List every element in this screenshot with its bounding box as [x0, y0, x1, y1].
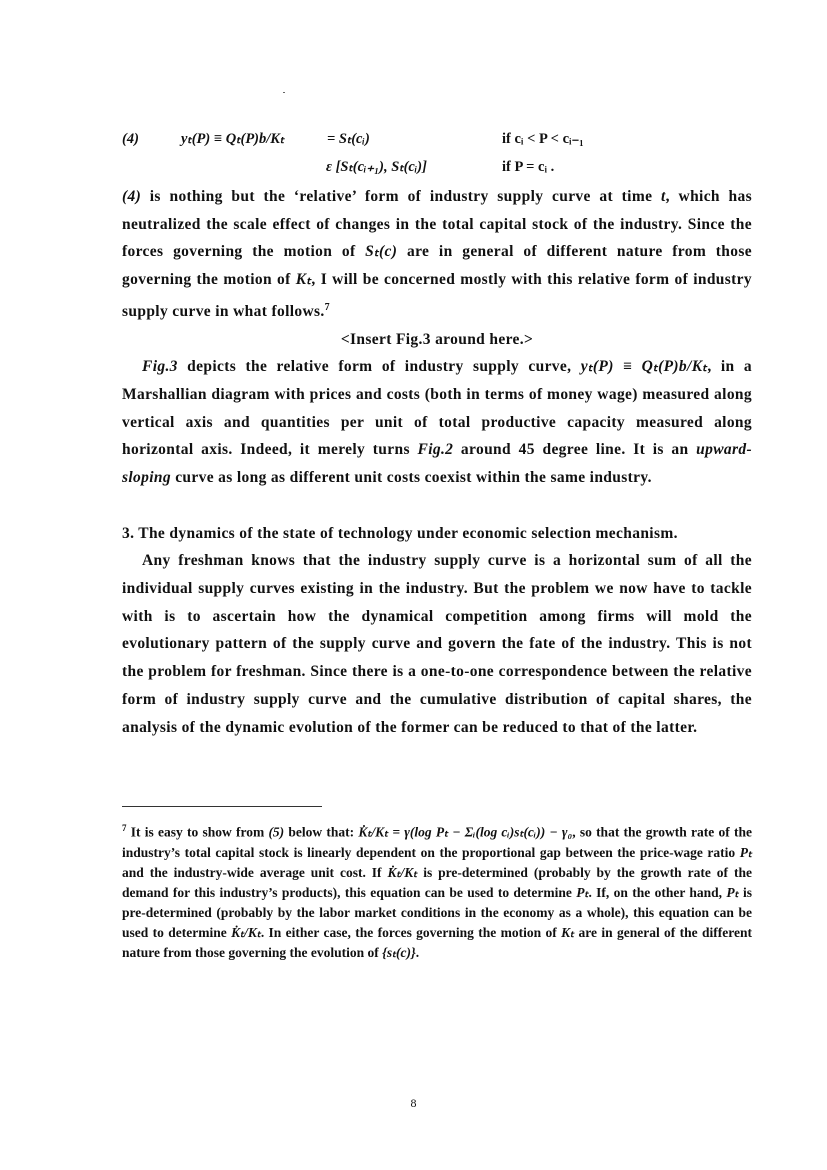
- paragraph-fig3: Fig.3 depicts the relative form of industry supply curve, yₜ(P) ≡ Qₜ(P)b/Kₜ, in a Marshallian diagram with prices and costs (both in terms of money wage) measured along vertical axis and quantities per unit of total productive capacity measured along horizontal axis. Indeed, it merely turns Fig.2 around 45 degree line. It is an upward-sloping curve as long as different unit costs coexist within the same industry.: [122, 358, 752, 487]
- footnote-rule: [122, 806, 322, 807]
- section-heading: 3. The dynamics of the state of technology under economic selection mechanism.: [122, 524, 678, 542]
- blank-line: [122, 492, 752, 520]
- equation-condition-case1: if cᵢ < P < cᵢ₋₁: [502, 131, 584, 147]
- main-text: [122, 183, 752, 741]
- equation-rhs-case2: ε [Sₜ(cᵢ₊₁), Sₜ(cᵢ)]: [326, 159, 427, 175]
- scan-speck: [283, 92, 285, 93]
- page-number: 8: [410, 1096, 417, 1110]
- equation-number: (4): [122, 131, 139, 147]
- fig2-ref: Fig.2: [417, 441, 454, 459]
- footnote-marker: 7: [324, 301, 330, 313]
- fig3-ref: Fig.3: [142, 358, 178, 376]
- footnote: $^7$ It is easy to show from (5) below that: K̇ₜ/Kₜ = γ(log Pₜ − Σᵢ(log cᵢ)sₜ(cᵢ)) − γ₀, so that the growth rate of the industry’s total capital stock is linearly dependent on the proportional gap between the price-wage ratio Pₜ and the industry-wide average unit cost. If K̇ₜ/Kₜ is pre-determined (probably by the growth rate of the demand for this industry’s products), this equation can be used to determine Pₜ. If, on the other hand, Pₜ is pre-determined (probably by the labor market conditions in the economy as a whole), this equation can be used to determine K̇ₜ/Kₜ. In either case, the forces governing the motion of Kₜ are in general of the different nature from those governing the evolution of {sₜ(c)}.: [122, 823, 752, 960]
- equation-lhs: yₜ(P) ≡ Qₜ(P)b/Kₜ: [181, 131, 285, 147]
- paragraph-relative-supply: (4) is nothing but the ‘relative’ form of industry supply curve at time t, which has neutralized the scale effect of changes in the total capital stock of the industry. Since the forces governing the motion of Sₜ(c) are in general of different nature from those governing the motion of Kₜ, I will be concerned mostly with this relative form of industry supply curve in what follows.$^7$: [122, 188, 753, 320]
- equation-condition-case2: if P = cᵢ .: [502, 159, 555, 175]
- figure-insert-note: <Insert Fig.3 around here.>: [340, 330, 534, 348]
- equation-ref: (4): [122, 188, 142, 205]
- footnote-formula: K̇ₜ/Kₜ = γ(log Pₜ − Σᵢ(log cᵢ)sₜ(cᵢ)) − γ₀: [358, 824, 573, 840]
- equation-rhs-case1: = Sₜ(cᵢ): [327, 131, 370, 147]
- paragraph-dynamics: Any freshman knows that the industry supply curve is a horizontal sum of all the individual supply curves existing in the industry. But the problem we now have to tackle with is to ascertain how the dynamical competition among firms will mold the evolutionary pattern of the supply curve and govern the fate of the industry. This is not the problem for freshman. Since there is a one-to-one correspondence between the relative form of industry supply curve and the cumulative distribution of capital shares, the analysis of the dynamic evolution of the former can be reduced to that of the latter.: [122, 552, 752, 736]
- footnote-mark: 7: [122, 823, 127, 833]
